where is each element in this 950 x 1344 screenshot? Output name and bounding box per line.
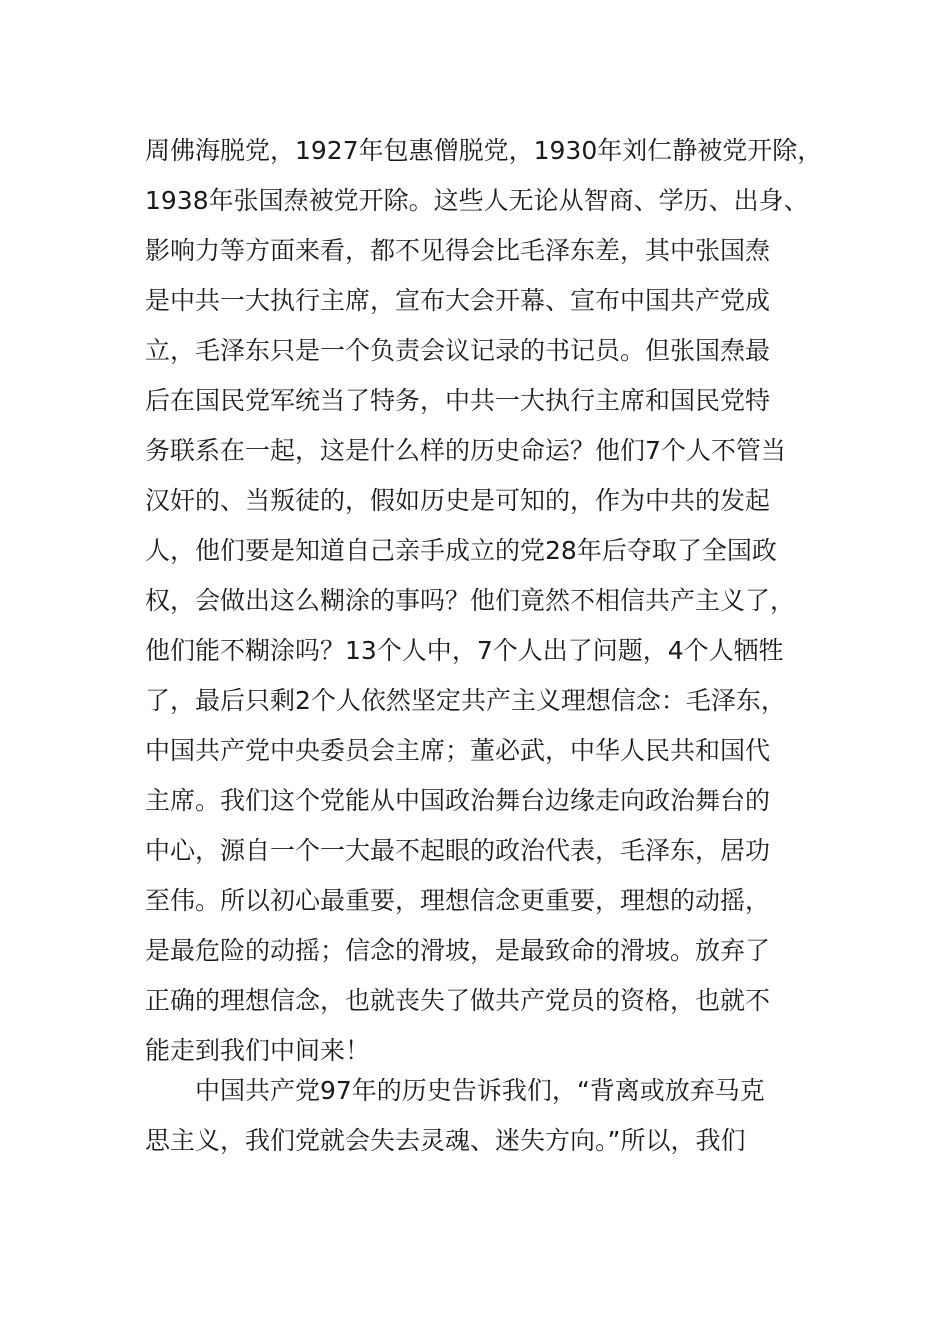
text-line: 中国共产党中央委员会主席；董必武，中华人民共和国代 xyxy=(145,736,771,765)
text-line: 立，毛泽东只是一个负责会议记录的书记员。但张国焘最 xyxy=(145,336,771,365)
text-line: 1938年张国焘被党开除。这些人无论从智商、学历、出身、 xyxy=(145,186,809,215)
paragraph-1 xyxy=(145,126,823,1076)
text-line: 人，他们要是知道自己亲手成立的党28年后夺取了全国政 xyxy=(145,536,777,565)
text-line: 影响力等方面来看，都不见得会比毛泽东差，其中张国焘 xyxy=(145,236,771,265)
text-line: 主席。我们这个党能从中国政治舞台边缘走向政治舞台的 xyxy=(145,786,771,815)
text-line: 务联系在一起，这是什么样的历史命运？他们7个人不管当 xyxy=(145,436,786,465)
text-line: 周佛海脱党，1927年包惠僧脱党，1930年刘仁静被党开除， xyxy=(145,136,823,165)
text-line: 中心，源自一个一大最不起眼的政治代表，毛泽东，居功 xyxy=(145,836,771,865)
text-line: 他们能不糊涂吗？13个人中，7个人出了问题，4个人牺牲 xyxy=(145,636,784,665)
text-line: 能走到我们中间来！ xyxy=(145,1036,371,1065)
text-line: 权，会做出这么糊涂的事吗？他们竟然不相信共产主义了， xyxy=(145,586,796,615)
text-line: 后在国民党军统当了特务，中共一大执行主席和国民党特 xyxy=(145,386,771,415)
text-line: 汉奸的、当叛徒的，假如历史是可知的，作为中共的发起 xyxy=(145,486,771,515)
text-line: 了，最后只剩2个人依然坚定共产主义理想信念：毛泽东， xyxy=(145,686,786,715)
text-line: 是中共一大执行主席，宣布大会开幕、宣布中国共产党成 xyxy=(145,286,771,315)
paragraph-2 xyxy=(145,1066,810,1166)
text-line: 中国共产党97年的历史告诉我们，“背离或放弃马克 xyxy=(145,1076,765,1105)
text-line: 正确的理想信念，也就丧失了做共产党员的资格，也就不 xyxy=(145,986,771,1015)
text-line: 至伟。所以初心最重要，理想信念更重要，理想的动摇， xyxy=(145,886,771,915)
text-line: 是最危险的动摇；信念的滑坡，是最致命的滑坡。放弃了 xyxy=(145,936,771,965)
text-line: 思主义，我们党就会失去灵魂、迷失方向。”所以，我们 xyxy=(145,1126,746,1155)
